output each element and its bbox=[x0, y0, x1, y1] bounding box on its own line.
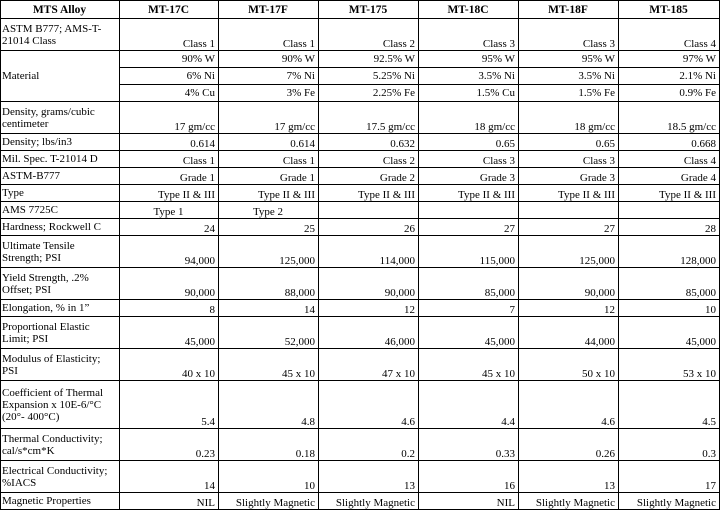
row-label: Ultimate Tensile Strength; PSI bbox=[1, 236, 120, 268]
header-cell: MT-18C bbox=[419, 1, 519, 19]
table-cell: 90,000 bbox=[519, 268, 619, 300]
table-cell: 95% W bbox=[519, 51, 619, 68]
table-cell: Grade 3 bbox=[519, 168, 619, 185]
table-cell: 52,000 bbox=[219, 317, 319, 349]
header-cell: MT-185 bbox=[619, 1, 720, 19]
table-cell: 90% W bbox=[120, 51, 219, 68]
table-cell: 45,000 bbox=[419, 317, 519, 349]
row-label: Type bbox=[1, 185, 120, 202]
table-cell: 3.5% Ni bbox=[519, 68, 619, 85]
header-cell: MT-17F bbox=[219, 1, 319, 19]
table-cell: 2.1% Ni bbox=[619, 68, 720, 85]
table-row bbox=[1, 185, 720, 202]
row-label: Magnetic Properties bbox=[1, 493, 120, 510]
row-label: ASTM B777; AMS-T-21014 Class bbox=[1, 19, 120, 51]
table-cell: Grade 1 bbox=[120, 168, 219, 185]
table-cell: 27 bbox=[519, 219, 619, 236]
table-cell: 26 bbox=[319, 219, 419, 236]
table-cell: Type II & III bbox=[120, 185, 219, 202]
table-cell: 0.614 bbox=[120, 134, 219, 151]
table-cell: 10 bbox=[619, 300, 720, 317]
table-cell: Slightly Magnetic bbox=[619, 493, 720, 510]
table-cell: Type II & III bbox=[519, 185, 619, 202]
table-cell: 12 bbox=[519, 300, 619, 317]
table-row bbox=[1, 268, 720, 300]
table-cell: Class 3 bbox=[419, 19, 519, 51]
table-cell: 0.2 bbox=[319, 429, 419, 461]
row-label: Density; lbs/in3 bbox=[1, 134, 120, 151]
table-cell: 92.5% W bbox=[319, 51, 419, 68]
table-cell: Type II & III bbox=[219, 185, 319, 202]
table-row bbox=[1, 461, 720, 493]
table-cell: Class 2 bbox=[319, 151, 419, 168]
table-cell: 128,000 bbox=[619, 236, 720, 268]
table-cell: Slightly Magnetic bbox=[519, 493, 619, 510]
table-row bbox=[1, 300, 720, 317]
row-label: Density, grams/cubic centimeter bbox=[1, 102, 120, 134]
row-label: AMS 7725C bbox=[1, 202, 120, 219]
table-row bbox=[1, 219, 720, 236]
table-cell: 10 bbox=[219, 461, 319, 493]
table-cell: 4% Cu bbox=[120, 85, 219, 102]
table-cell bbox=[619, 202, 720, 219]
table-cell: 14 bbox=[120, 461, 219, 493]
table-cell: 17 bbox=[619, 461, 720, 493]
table-cell: 3% Fe bbox=[219, 85, 319, 102]
table-cell: 8 bbox=[120, 300, 219, 317]
table-cell: 1.5% Fe bbox=[519, 85, 619, 102]
header-cell: MT-18F bbox=[519, 1, 619, 19]
header-cell: MT-175 bbox=[319, 1, 419, 19]
table-cell bbox=[419, 202, 519, 219]
header-cell: MTS Alloy bbox=[1, 1, 120, 19]
table-cell: 45 x 10 bbox=[419, 349, 519, 381]
table-cell: 17 gm/cc bbox=[120, 102, 219, 134]
table-cell: 53 x 10 bbox=[619, 349, 720, 381]
table-row bbox=[1, 102, 720, 134]
table-cell: 45 x 10 bbox=[219, 349, 319, 381]
table-cell: 50 x 10 bbox=[519, 349, 619, 381]
table-cell: 44,000 bbox=[519, 317, 619, 349]
table-cell: 6% Ni bbox=[120, 68, 219, 85]
table-cell: 3.5% Ni bbox=[419, 68, 519, 85]
table-row bbox=[1, 151, 720, 168]
table-cell: 18 gm/cc bbox=[519, 102, 619, 134]
table-cell: Type II & III bbox=[319, 185, 419, 202]
table-cell: Class 3 bbox=[419, 151, 519, 168]
row-label: Elongation, % in 1” bbox=[1, 300, 120, 317]
table-cell: 2.25% Fe bbox=[319, 85, 419, 102]
table-cell: Class 2 bbox=[319, 19, 419, 51]
table-cell: 14 bbox=[219, 300, 319, 317]
table-cell: 0.33 bbox=[419, 429, 519, 461]
table-cell: 5.4 bbox=[120, 381, 219, 429]
table-cell: Class 4 bbox=[619, 19, 720, 51]
table-cell: 40 x 10 bbox=[120, 349, 219, 381]
table-cell: 5.25% Ni bbox=[319, 68, 419, 85]
row-label: ASTM-B777 bbox=[1, 168, 120, 185]
table-cell: Grade 2 bbox=[319, 168, 419, 185]
table-cell: 97% W bbox=[619, 51, 720, 68]
table-cell: Grade 3 bbox=[419, 168, 519, 185]
table-cell: Type 1 bbox=[120, 202, 219, 219]
table-cell: 45,000 bbox=[120, 317, 219, 349]
table-cell: 0.18 bbox=[219, 429, 319, 461]
row-label: Hardness; Rockwell C bbox=[1, 219, 120, 236]
table-row bbox=[1, 349, 720, 381]
table-cell: 25 bbox=[219, 219, 319, 236]
row-label: Proportional Elastic Limit; PSI bbox=[1, 317, 120, 349]
table-cell bbox=[319, 202, 419, 219]
table-cell: Class 3 bbox=[519, 19, 619, 51]
table-cell: 7 bbox=[419, 300, 519, 317]
table-row bbox=[1, 168, 720, 185]
table-cell: 0.23 bbox=[120, 429, 219, 461]
header-cell: MT-17C bbox=[120, 1, 219, 19]
table-row bbox=[1, 236, 720, 268]
table-row bbox=[1, 202, 720, 219]
table-row bbox=[1, 429, 720, 461]
table-cell: Class 1 bbox=[219, 151, 319, 168]
table-cell: 125,000 bbox=[219, 236, 319, 268]
row-label: Mil. Spec. T-21014 D bbox=[1, 151, 120, 168]
table-cell: 17.5 gm/cc bbox=[319, 102, 419, 134]
table-cell: 46,000 bbox=[319, 317, 419, 349]
table-cell: 90,000 bbox=[120, 268, 219, 300]
table-cell: 16 bbox=[419, 461, 519, 493]
row-label: Thermal Conductivity; cal/s*cm*K bbox=[1, 429, 120, 461]
table-cell: 90% W bbox=[219, 51, 319, 68]
table-cell: Grade 1 bbox=[219, 168, 319, 185]
table-cell: Type II & III bbox=[619, 185, 720, 202]
table-cell: 4.6 bbox=[519, 381, 619, 429]
table-row bbox=[1, 317, 720, 349]
table-cell: 125,000 bbox=[519, 236, 619, 268]
table-cell: 114,000 bbox=[319, 236, 419, 268]
table-cell: Slightly Magnetic bbox=[319, 493, 419, 510]
table-cell: 85,000 bbox=[619, 268, 720, 300]
table-cell: 1.5% Cu bbox=[419, 85, 519, 102]
row-label: Material bbox=[1, 51, 120, 102]
table-cell: 95% W bbox=[419, 51, 519, 68]
table-cell: Class 1 bbox=[219, 19, 319, 51]
header-row bbox=[1, 1, 720, 19]
table-cell: 27 bbox=[419, 219, 519, 236]
row-label: Electrical Conductivity; %IACS bbox=[1, 461, 120, 493]
table-cell: 4.8 bbox=[219, 381, 319, 429]
table-cell: 13 bbox=[319, 461, 419, 493]
table-cell: NIL bbox=[120, 493, 219, 510]
table-cell: 88,000 bbox=[219, 268, 319, 300]
table-cell: 0.668 bbox=[619, 134, 720, 151]
table-cell: Class 3 bbox=[519, 151, 619, 168]
table-cell: 45,000 bbox=[619, 317, 720, 349]
table-cell: Grade 4 bbox=[619, 168, 720, 185]
table-cell: 85,000 bbox=[419, 268, 519, 300]
table-row bbox=[1, 493, 720, 510]
table-cell: Class 1 bbox=[120, 19, 219, 51]
table-cell: 18.5 gm/cc bbox=[619, 102, 720, 134]
row-label: Coefficient of Thermal Expansion x 10E-6/°C (20°- 400°C) bbox=[1, 381, 120, 429]
table-row bbox=[1, 19, 720, 51]
table-cell: 0.614 bbox=[219, 134, 319, 151]
table-cell: 4.5 bbox=[619, 381, 720, 429]
table-row bbox=[1, 134, 720, 151]
table-row bbox=[1, 381, 720, 429]
row-label: Modulus of Elasticity; PSI bbox=[1, 349, 120, 381]
table-cell: 0.26 bbox=[519, 429, 619, 461]
table-cell: 28 bbox=[619, 219, 720, 236]
table-cell: Class 1 bbox=[120, 151, 219, 168]
table-cell: 0.65 bbox=[519, 134, 619, 151]
table-cell: 0.65 bbox=[419, 134, 519, 151]
table-cell: 13 bbox=[519, 461, 619, 493]
table-cell: 0.632 bbox=[319, 134, 419, 151]
table-cell: 47 x 10 bbox=[319, 349, 419, 381]
table-cell: 115,000 bbox=[419, 236, 519, 268]
table-cell: Type 2 bbox=[219, 202, 319, 219]
table-cell: Slightly Magnetic bbox=[219, 493, 319, 510]
table-cell: 94,000 bbox=[120, 236, 219, 268]
table-cell: 17 gm/cc bbox=[219, 102, 319, 134]
row-label: Yield Strength, .2% Offset; PSI bbox=[1, 268, 120, 300]
table-cell: 0.9% Fe bbox=[619, 85, 720, 102]
table-cell: 0.3 bbox=[619, 429, 720, 461]
table-cell: 12 bbox=[319, 300, 419, 317]
table-cell: 90,000 bbox=[319, 268, 419, 300]
table-row bbox=[1, 51, 720, 68]
table-cell: Type II & III bbox=[419, 185, 519, 202]
table-cell: 4.6 bbox=[319, 381, 419, 429]
table-cell bbox=[519, 202, 619, 219]
table-cell: 7% Ni bbox=[219, 68, 319, 85]
table-cell: NIL bbox=[419, 493, 519, 510]
table-cell: Class 4 bbox=[619, 151, 720, 168]
table-cell: 4.4 bbox=[419, 381, 519, 429]
table-cell: 18 gm/cc bbox=[419, 102, 519, 134]
table-cell: 24 bbox=[120, 219, 219, 236]
